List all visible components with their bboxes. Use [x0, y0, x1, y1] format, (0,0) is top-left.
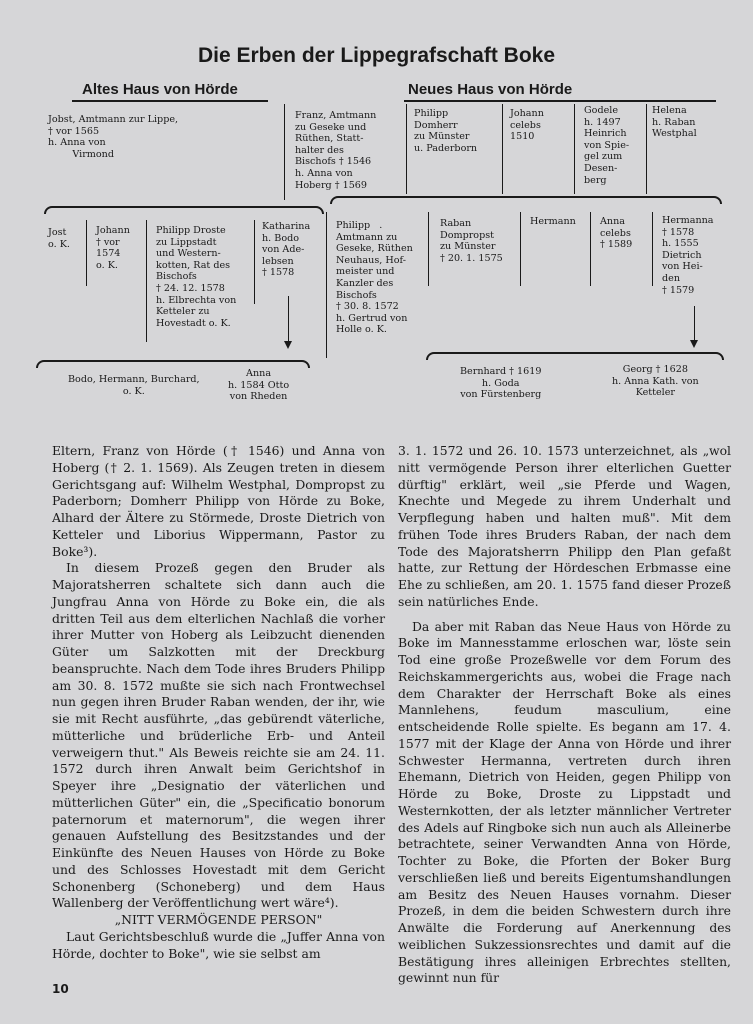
tree-node-hermann: Hermann — [530, 216, 576, 227]
tree-node-katharina: Katharina h. Bodo von Ade- lebsen † 1578 — [262, 221, 311, 279]
tree-node-bodo-hermann-burchard: Bodo, Hermann, Burchard, o. K. — [68, 374, 200, 397]
tree-node-raban: Raban Dompropst zu Münster † 20. 1. 1575 — [440, 218, 503, 264]
tree-divider — [284, 104, 285, 200]
tree-node-georg: Georg † 1628 h. Anna Kath. von Ketteler — [612, 364, 699, 399]
tree-node-philipp-droste: Philipp Droste zu Lippstadt und Western- kotten, Rat des Bischofs † 24. 12. 1578 h. Elbrechta von Ketteler zu Hovestadt o. K. — [156, 225, 237, 329]
old-house-underline — [72, 100, 268, 102]
tree-divider — [520, 212, 521, 286]
tree-node-philipp-domherr: Philipp Domherr zu Münster u. Paderborn — [414, 108, 478, 154]
tree-divider — [86, 220, 87, 286]
tree-node-jost: Jost o. K. — [48, 227, 70, 250]
section-heading: „NITT VERMÖGENDE PERSON" — [114, 912, 323, 927]
tree-node-anna-celebs: Anna celebs † 1589 — [600, 216, 633, 251]
tree-divider — [254, 220, 255, 304]
tree-divider — [326, 212, 327, 358]
tree-node-philipp-amtmann: Philipp . Amtmann zu Geseke, Rüthen Neuhaus, Hof- meister und Kanzler des Bischofs † 30. 8. 1572 h. Gertrud von Holle o. K. — [336, 220, 413, 336]
page-title: Die Erben der Lippegrafschaft Boke — [197, 44, 556, 67]
tree-node-helena: Helena h. Raban Westphal — [652, 105, 697, 140]
tree-node-johann: Johann † vor 1574 o. K. — [96, 225, 130, 271]
new-house-heading: Neues Haus von Hörde — [408, 81, 573, 98]
tree-divider — [146, 220, 147, 342]
tree-bracket-old-house — [44, 206, 324, 214]
tree-bracket-hermanna-children — [426, 352, 724, 360]
tree-divider — [406, 104, 407, 194]
page-number: 10 — [52, 982, 69, 996]
text-column-right — [398, 443, 731, 987]
new-house-underline — [404, 100, 716, 102]
tree-bracket-katharina-children — [36, 360, 310, 368]
paragraph: Laut Gerichtsbeschluß wurde die „Juffer Anna von Hörde, dochter to Boke", wie sie selbst am — [52, 928, 385, 961]
tree-node-franz: Franz, Amtmann zu Geseke und Rüthen, Statt- halter des Bischofs † 1546 h. Anna von Hoberg † 1569 — [295, 110, 377, 191]
tree-node-johann-celebs: Johann celebs 1510 — [510, 108, 544, 143]
tree-node-bernhard: Bernhard † 1619 h. Goda von Fürstenberg — [460, 366, 542, 401]
paragraph: 3. 1. 1572 und 26. 10. 1573 unterzeichnet, als „wol nitt vermögende Person ihrer elterlichen Guetter dürftig" erklärt, weil „sie Pferde und Wagen, Knechte und Megede zu ihrem Underhalt und Verpflegung haben und halten muß". Mit dem frühen Tode ihres Bruders Raban, der nach dem Tode des Majoratsherrn Philipp den Plan gefaßt hatte, zur Rettung der Hördeschen Erbmasse eine Ehe zu schließen, am 20. 1. 1575 fand dieser Prozeß sein natürliches Ende. — [398, 443, 731, 609]
tree-node-jobst: Jobst, Amtmann zur Lippe, † vor 1565 h. Anna von Virmond — [48, 114, 179, 160]
tree-node-anna-rheden: Anna h. 1584 Otto von Rheden — [228, 368, 290, 403]
paragraph: Da aber mit Raban das Neue Haus von Hörde zu Boke im Mannesstamme erloschen war, löste sein Tod eine große Prozeßwelle vor dem Forum des Reichskammergerichts aus, wobei die Frage nach dem Charakter der Herrschaft Boke als eines Mannlehens, feudum masculium, eine entscheidende Rolle spielte. Es begann am 17. 4. 1577 mit der Klage der Anna von Hörde und ihrer Schwester Hermanna, vertreten durch ihren Ehemann, Dietrich von Heiden, gegen Philipp von Hörde zu Boke, Droste zu Lippstadt und Westernkotten, der als letzter männlicher Vertreter des Adels auf Ringboke sich nun auch als Alleinerbe betrachtete, seiner Verwandten Anna von Hörde, Tochter zu Boke, die Pforten der Boker Burg verschließen ließ und bereits Eigentumshandlungen am Besitz des Neuen Hauses vornahm. Dieser Prozeß, in dem die beiden Schwestern durch ihre Anwälte die Forderung auf Anerkennung des weiblichen Sukzessionsrechtes und damit auf die Bestätigung ihres alleinigen Erbrechtes stellten, gewinnt nun für — [398, 618, 731, 986]
tree-divider — [646, 104, 647, 194]
tree-node-godele: Godele h. 1497 Heinrich von Spie- gel zum Desen- berg — [584, 105, 630, 186]
tree-arrow-hermanna — [694, 306, 695, 342]
old-house-heading: Altes Haus von Hörde — [82, 81, 238, 98]
arrow-down-icon — [284, 341, 292, 349]
tree-divider — [652, 212, 653, 286]
tree-node-hermanna: Hermanna † 1578 h. 1555 Dietrich von Hei- den † 1579 — [662, 215, 714, 296]
paragraph: In diesem Prozeß gegen den Bruder als Majoratsherren schaltete sich dann auch die Jungfrau Anna von Hörde zu Boke ein, die als dritten Teil aus dem elterlichen Nachlaß die vorher ihrer Mutter von Hoberg als Leibzucht dienenden Güter um Salzkotten mit der Dreckburg beanspruchte. Nach dem Tode ihres Bruders Philipp am 30. 8. 1572 mußte sie sich nach Frontwechsel nun gegen ihren Bruder Raban wenden, der ihr, wie sie mit Recht ausführte, „das gebürendt väterliche, mütterliche und brüderliche Erb- und Anteil verweigern thut." Als Beweis reichte sie am 24. 11. 1572 durch ihren Anwalt beim Gerichtshof in Speyer ihre „Designatio der väterlichen und mütterlichen Güter" ein, die „Specificatio bonorum paternorum et maternorum", die wegen ihrer genauen Aufstellung des Besitzstandes und der Einkünfte des Neuen Hauses von Hörde zu Boke und des Schlosses Hovestadt mit dem Gericht Schonenberg (Schoneberg) und dem Haus Wallenberg der Veröffentlichung wert wäre⁴). — [52, 560, 385, 911]
tree-divider — [502, 104, 503, 194]
tree-arrow-katharina — [288, 296, 289, 342]
tree-divider — [574, 104, 575, 194]
tree-bracket-new-house — [330, 196, 722, 204]
tree-divider — [590, 212, 591, 286]
tree-divider — [428, 212, 429, 286]
arrow-down-icon — [690, 340, 698, 348]
paragraph: Eltern, Franz von Hörde († 1546) und Anna von Hoberg († 2. 1. 1569). Als Zeugen treten in diesem Gerichtsgang auf: Wilhelm Westphal, Dompropst zu Paderborn; Domherr Philipp von Hörde zu Boke, Alhard der Ältere zu Störmede, Droste Dietrich von Ketteler und Liborius Wippermann, Pastor zu Boke³). — [52, 443, 385, 559]
text-column-left — [52, 443, 385, 962]
